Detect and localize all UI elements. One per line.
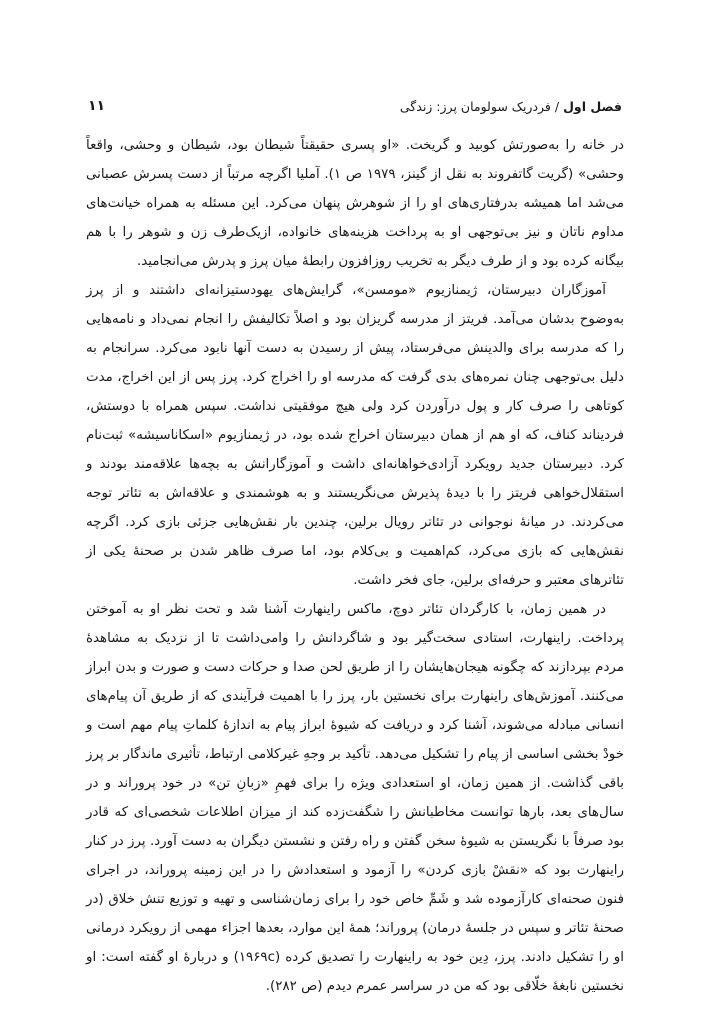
paragraph: در همین زمان، با کارگردان تئاتر دوچ، ماکس راینهارت آشنا شد و تحت نظر او به آموختن پرداخت. راینهارت، استادی سخت‌گیر بود و شاگردانش را وامی‌داشت تا از نزدیک به مشاهدهٔ مردم بپردازند که چگونه هیجان‌هایشان را از طریق لحن صدا و حرکات دست و صورت و بدن ابراز می‌کنند. آموزش‌های راینهارت برای نخستین بار، پرز را با اهمیت فرآیندی که از طریق آن پیام‌های انسانی مبادله می‌شوند، آشنا کرد و دریافت که شیوهٔ ابراز پیام به اندازهٔ کلماتِ پیام مهم است و خودْ بخشی اساسی از پیام را تشکیل می‌دهد. تأکید بر وجهِ غیرکلامی ارتباط، تأثیری ماندگار بر پرز باقی گذاشت. از همین زمان، او استعدادی ویژه را برای فهمِ «زبانِ تن» در خود پروراند و در سال‌های بعد، بارها توانست مخاطبانش را شگفت‌زده کند از میزان اطلاعات شخصی‌ای که قادر بود صرفاً با نگریستن به شیوهٔ سخن گفتن و راه رفتن و نشستن دیگران به دست آورد. پرز در کنار راینهارت بود که «نقشْ بازی کردن» را آزمود و استعدادش را در این زمینه پروراند، در اجرای فنون صحنه‌ای کارآزموده شد و شَمِّ خاص خود را برای زمان‌شناسی و تهیه و توزیع تنش خلاق (در صحنهٔ تئاتر و سپس در جلسهٔ درمان) پروراند؛ همهٔ این موارد، بعدها اجزاء مهمی از رویکرد درمانی او را تشکیل دادند. پرز، دِین خود به راینهارت را تصدیق کرده (۱۹۶۹c) و دربارهٔ او گفته است: او نخستین نابغهٔ خلّاقی بود که من در سراسر عمرم دیدم (ص ۲۸۲). [86,602,624,994]
chapter-label: فصل اول [563,98,622,114]
body-text [86,131,624,1001]
title-separator: / [550,98,564,114]
page-number: ۱۱ [88,98,106,114]
paragraph: در خانه را به‌صورتش کوبید و گریخت. «او پسری حقیقتاً شیطان بود، شیطان و وحشی، واقعاً وحشی» (گریت گاتفروند به نقل از گینز، ۱۹۷۹ ص ۱). آملیا اگرچه مرتباً از دست پسرش عصبانی می‌شد اما همیشه بدرفتاری‌های او را از شوهرش پنهان می‌کرد. این مسئله به همراه خیانت‌های مداوم ناتان و نیز بی‌توجهی او به پرداخت هزینه‌های خانواده، ازیک‌طرف زن و شوهر را با هم بیگانه کرده بود و از طرف دیگر به تخریب روزافزون رابطهٔ میان پرز و پدرش می‌انجامید. [86,138,625,269]
running-head [88,95,622,117]
paragraph: آموزگاران دبیرستان، ژیمنازیوم «مومسن»، گرایش‌های یهودستیزانه‌ای داشتند و از پرز به‌وضوح بدشان می‌آمد. فریتز از مدرسه گریزان بود و اصلاً تکالیفش را انجام نمی‌داد و نامه‌هایی را که مدرسه برای والدینش می‌فرستاد، پیش از رسیدن به دست آنها نابود می‌کرد. سرانجام به دلیل بی‌توجهی چنان نمره‌های بدی گرفت که مدرسه او را اخراج کرد. پرز پس از این اخراج، مدت کوتاهی را صرف کار و پول درآوردن کرد ولی هیچ موفقیتی نداشت. سپس همراه با دوستش، فردیناند کناف، که او هم از همان دبیرستان اخراج شده بود، در ژیمنازیوم «اسکاناسیشه» ثبت‌نام کرد. دبیرستان جدید رویکرد آزادی‌خواهانه‌ای داشت و آموزگارانش به بچه‌ها علاقه‌مند بودند و استقلال‌خواهی فریتز را با دیدهٔ پذیرش می‌نگریستند و به هوشمندی و علاقه‌اش به تئاتر توجه می‌کردند. در میانهٔ نوجوانی در تئاتر رویال برلین، چندین بار نقش‌هایی جزئی بازی کرد. اگرچه نقش‌هایی که بازی می‌کرد، کم‌اهمیت و بی‌کلام بود، اما صرف ظاهر شدن بر صحنهٔ یکی از تئاترهای معتبر و حرفه‌ای برلین، جای فخر داشت. [86,283,624,588]
running-head-title [400,99,622,114]
book-title: فردریک سولومان پرز: زندگی [399,98,551,114]
